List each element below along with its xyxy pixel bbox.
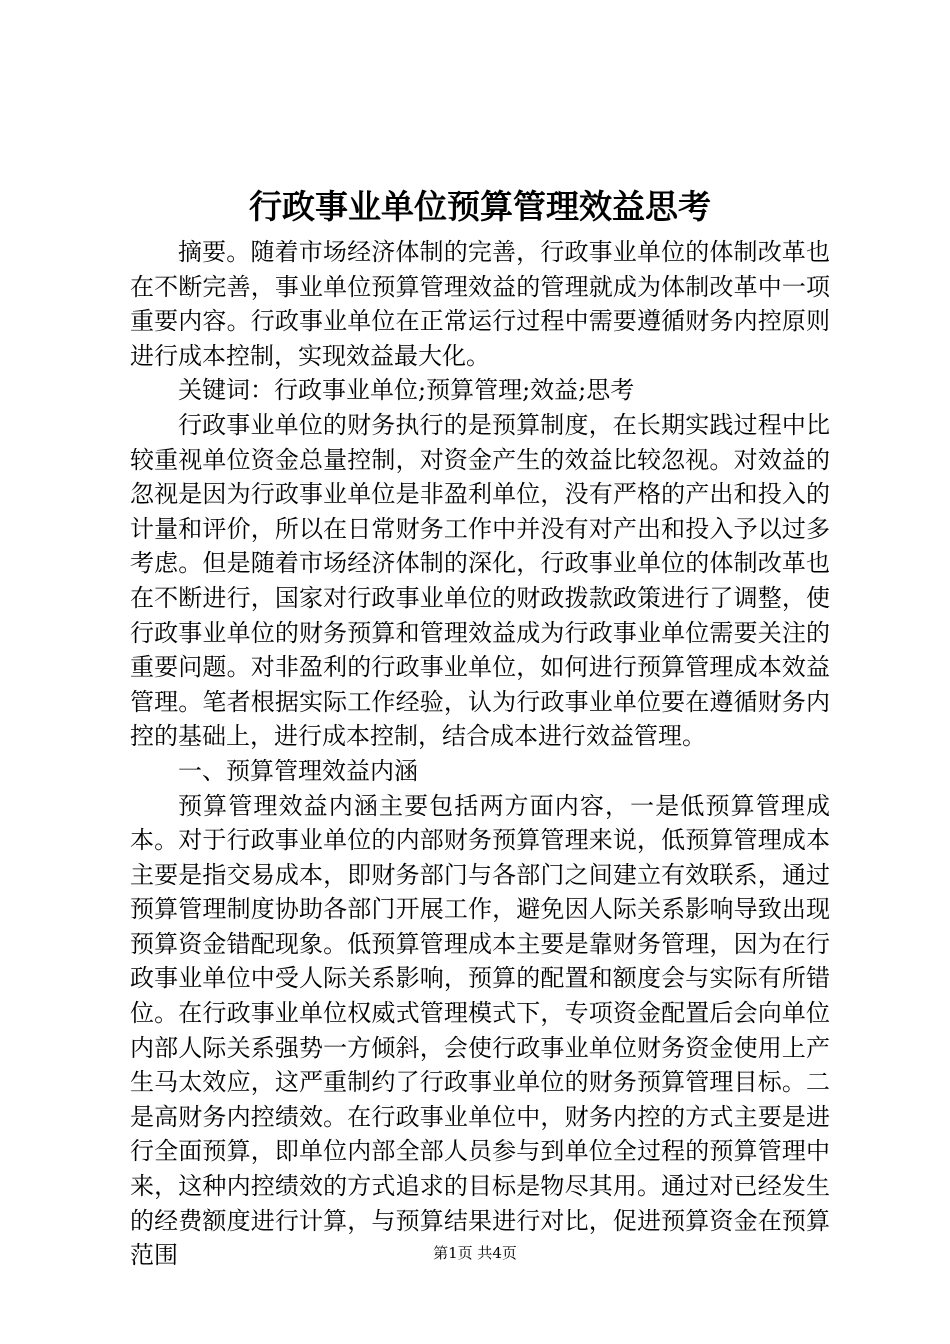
keywords-paragraph: 关键词：行政事业单位;预算管理;效益;思考 [178, 376, 635, 405]
page-footer: 第1页 共4页 [433, 1244, 517, 1262]
document-body [130, 235, 830, 1273]
abstract-paragraph: 摘要。随着市场经济体制的完善，行政事业单位的体制改革也在不断完善，事业单位预算管理效益的管理就成为体制改革中一项重要内容。行政事业单位在正常运行过程中需要遵循财务内控原则进行成本控制，实现效益最大化。 [130, 238, 830, 370]
section-paragraph: 预算管理效益内涵主要包括两方面内容，一是低预算管理成本。对于行政事业单位的内部财务预算管理来说，低预算管理成本主要是指交易成本，即财务部门与各部门之间建立有效联系，通过预算管理制度协助各部门开展工作，避免因人际关系影响导致出现预算资金错配现象。低预算管理成本主要是靠财务管理，因为在行政事业单位中受人际关系影响，预算的配置和额度会与实际有所错位。在行政事业单位权威式管理模式下，专项资金配置后会向单位内部人际关系强势一方倾斜，会使行政事业单位财务资金使用上产生马太效应，这严重制约了行政事业单位的财务预算管理目标。二是高财务内控绩效。在行政事业单位中，财务内控的方式主要是进行全面预算，即单位内部全部人员参与到单位全过程的预算管理中来，这种内控绩效的方式追求的目标是物尽其用。通过对已经发生的经费额度进行计算，与预算结果进行对比，促进预算资金在预算范围 [130, 791, 830, 1270]
document-title: 行政事业单位预算管理效益思考 [249, 187, 711, 226]
intro-paragraph: 行政事业单位的财务执行的是预算制度，在长期实践过程中比较重视单位资金总量控制，对资金产生的效益比较忽视。对效益的忽视是因为行政事业单位是非盈利单位，没有严格的产出和投入的计量和评价，所以在日常财务工作中并没有对产出和投入予以过多考虑。但是随着市场经济体制的深化，行政事业单位的体制改革也在不断进行，国家对行政事业单位的财政拨款政策进行了调整，使行政事业单位的财务预算和管理效益成为行政事业单位需要关注的重要问题。对非盈利的行政事业单位，如何进行预算管理成本效益管理。笔者根据实际工作经验，认为行政事业单位要在遵循财务内控的基础上，进行成本控制，结合成本进行效益管理。 [130, 410, 830, 751]
section-heading: 一、预算管理效益内涵 [178, 756, 418, 785]
